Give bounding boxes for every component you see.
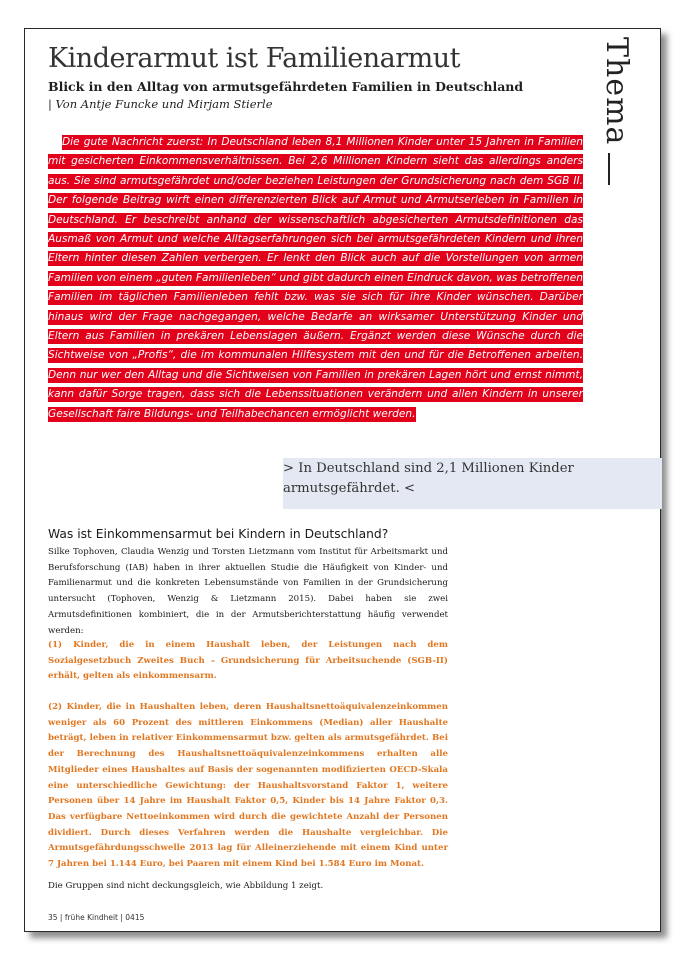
definition-paragraph-1: (1) Kinder, die in einem Haushalt leben, der Leistungen nach dem Sozialgesetzbuch Zweites Buch – Grundsicherung für Arbeitsuchende (SGB-II) erhält, gelten als einkommensarm. bbox=[48, 640, 448, 682]
body-paragraph-1: Silke Tophoven, Claudia Wenzig und Torsten Lietzmann vom Institut für Arbeitsmarkt und Berufsforschung (IAB) haben in ihrer aktuellen Studie die Häufigkeit von Kinder- und Familienarmut und die konkreten Lebensumstände von Familien in der Grundsicherung untersucht (Tophoven, Wenzig & Lietzmann 2015). Dabei haben sie zwei Armutsdefinitionen kombiniert, die in der Armutsberichterstattung häufig verwendet werden: bbox=[48, 547, 448, 636]
page-footer: 35 | frühe Kindheit | 0415 bbox=[48, 913, 145, 922]
section-label-bar bbox=[608, 153, 610, 185]
section-heading: Was ist Einkommensarmut bei Kindern in Deutschland? bbox=[48, 527, 389, 541]
article-byline: | Von Antje Funcke und Mirjam Stierle bbox=[48, 97, 273, 111]
article-title: Kinderarmut ist Familienarmut bbox=[48, 43, 460, 74]
article-subtitle: Blick in den Alltag von armutsgefährdeten Familien in Deutschland bbox=[48, 79, 524, 94]
intro-paragraph bbox=[48, 133, 583, 424]
definition-paragraph-2: (2) Kinder, die in Haushalten leben, deren Haushaltsnettoäquivalenzeinkommen weniger als 60 Prozent des mittleren Einkommens (Median) aller Haushalte beträgt, leben in relativer Einkommensarmut bzw. gelten als armutsgefährdet. Bei der Berechnung des Haushaltsnettoäquivalenzeinkommens erhalten alle Mitglieder eines Haushaltes auf Basis der sogenannten modifizierten OECD-Skala eine unterschiedliche Gewichtung: der Haushaltsvorstand Faktor 1, weitere Personen über 14 Jahre im Haushalt Faktor 0,5, Kinder bis 14 Jahre Faktor 0,3. Das verfügbare Nettoeinkommen wird durch die gewichtete Anzahl der Personen dividiert. Durch dieses Verfahren werden die Haushalte vergleichbar. Die Armutsgefährdungsschwelle 2013 lag für Alleinerziehende mit einem Kind unter 7 Jahren bei 1.144 Euro, bei Paaren mit einem Kind bei 1.584 Euro im Monat. bbox=[48, 702, 448, 870]
pull-quote: > In Deutschland sind 2,1 Millionen Kinder armutsgefährdet. < bbox=[283, 461, 574, 496]
magazine-page bbox=[24, 28, 661, 932]
section-label-text: Thema bbox=[599, 37, 634, 146]
intro-highlighted-text: Die gute Nachricht zuerst: In Deutschland leben 8,1 Millionen Kinder unter 15 Jahren in Familien mit gesicherten Einkommensverhältnissen. Bei 2,6 Millionen Kindern sieht das allerdings anders aus. Sie sind armutsgefährdet und/oder beziehen Leistungen der Grundsicherung nach dem SGB II. Der folgende Beitrag wirft einen differenzierten Blick auf Armut und Armutserleben in Familien in Deutschland. Er beschreibt anhand der wissenschaftlich abgesicherten Armutsdefinitionen das Ausmaß von Armut und welche Alltagserfahrungen sich bei armutsgefährdeten Kindern und ihren Eltern hinter diesen Zahlen verbergen. Er lenkt den Blick auch auf die Vorstellungen von armen Familien von einem „guten Familienleben“ und gibt dadurch einen Eindruck davon, was betroffenen Familien im täglichen Familienleben fehlt bzw. was sie sich für ihre Kinder wünschen. Darüber hinaus wird der Frage nachgegangen, welche Bedarfe an wirksamer Unterstützung Kinder und Eltern aus Familien in prekären Lebenslagen äußern. Ergänzt werden diese Wünsche durch die Sichtweise von „Profis“, die im kommunalen Hilfesystem mit den und für die Betroffenen arbeiten. Denn nur wer den Alltag und die Sichtweisen von Familien in prekären Lagen hört und ernst nimmt, kann dafür Sorge tragen, dass sich die Lebenssituationen verändern und allen Kindern in unserer Gesellschaft faire Bildungs- und Teilhabechancen ermöglicht werden. bbox=[48, 136, 583, 420]
section-label bbox=[599, 37, 644, 187]
body-paragraph-closing: Die Gruppen sind nicht deckungsgleich, wie Abbildung 1 zeigt. bbox=[48, 881, 324, 891]
